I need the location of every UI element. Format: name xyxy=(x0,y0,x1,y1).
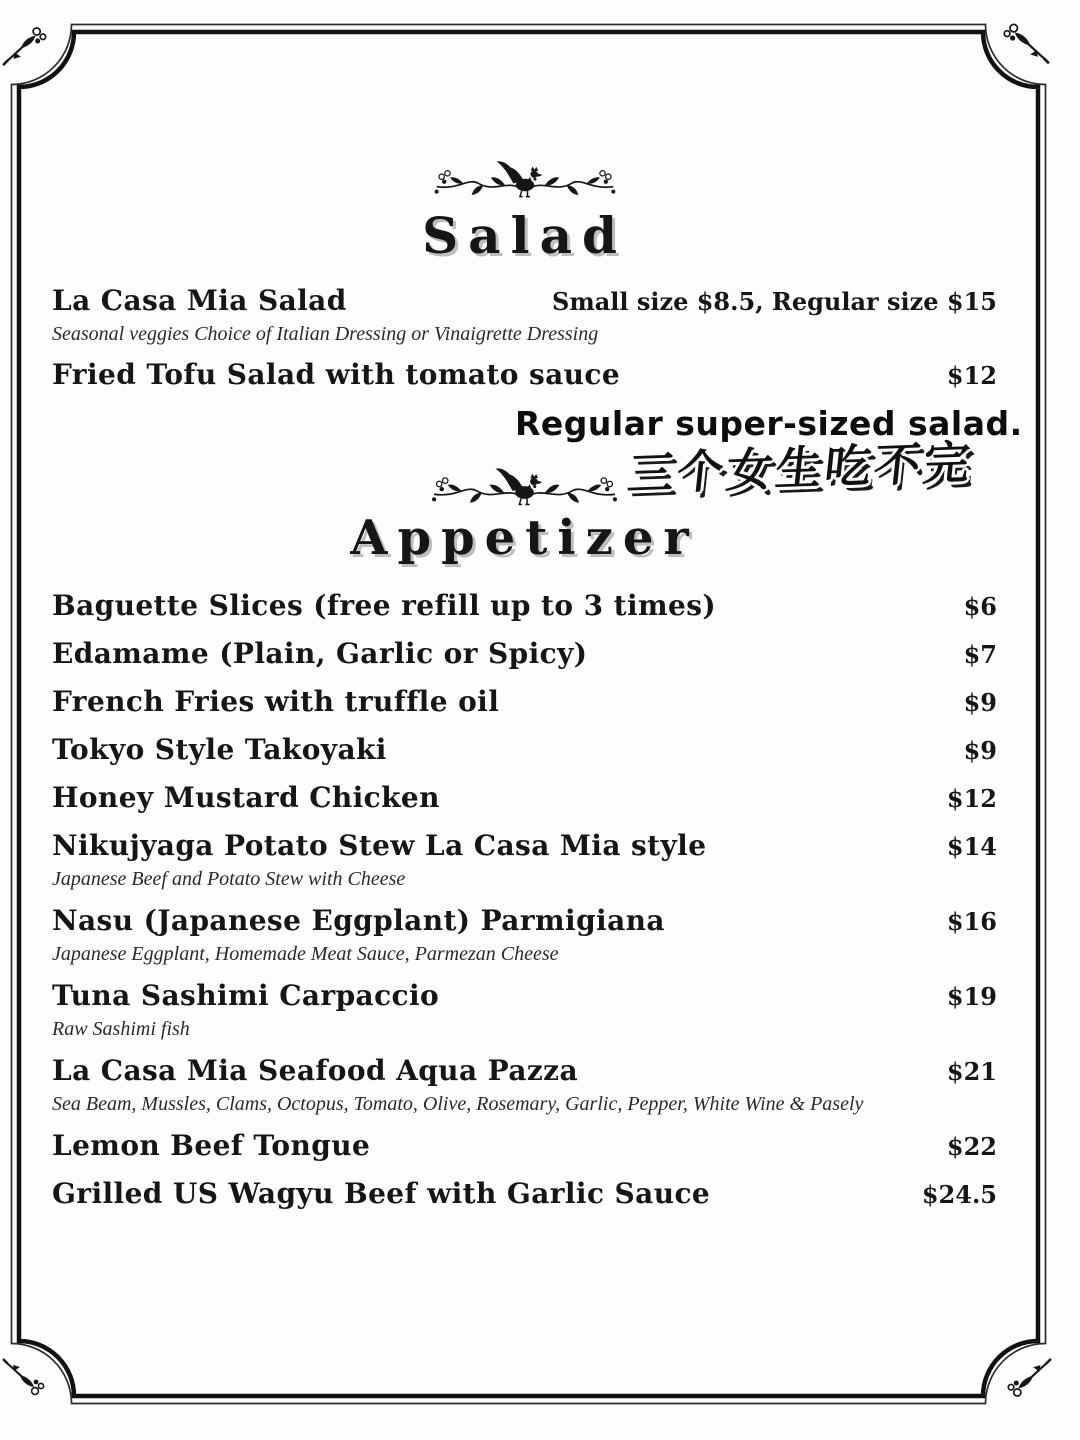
menu-item-price: $22 xyxy=(946,1132,997,1161)
rooster-floral-branch-icon xyxy=(425,138,625,212)
menu-item-price: $19 xyxy=(946,982,997,1011)
menu-item-row xyxy=(52,1129,997,1164)
overlay-note-english: Regular super-sized salad. xyxy=(515,404,1023,443)
menu-item-price: $9 xyxy=(963,688,997,717)
menu-item-name: La Casa Mia Seafood Aqua Pazza xyxy=(52,1054,579,1087)
menu-item-name: Lemon Beef Tongue xyxy=(52,1129,371,1162)
menu-item-name: Baguette Slices (free refill up to 3 times) xyxy=(52,589,717,622)
menu-item-name: Nikujyaga Potato Stew La Casa Mia style xyxy=(52,829,707,862)
menu-item-row xyxy=(52,904,997,966)
floral-sprig-icon xyxy=(1008,1359,1051,1396)
menu-item-price: $12 xyxy=(946,361,997,390)
section-title-salad: Salad xyxy=(422,206,627,265)
menu-item-description: Sea Beam, Mussles, Clams, Octopus, Tomato, Olive, Rosemary, Garlic, Pepper, White Wine & Pasely xyxy=(52,1093,864,1115)
appetizer-item-list xyxy=(52,589,997,1212)
menu-item-price: $16 xyxy=(946,907,997,936)
menu-item-row xyxy=(52,733,997,768)
rooster-floral-branch-icon xyxy=(422,455,627,513)
menu-content xyxy=(52,0,997,1225)
menu-item-description: Raw Sashimi fish xyxy=(52,1018,190,1040)
menu-item-row xyxy=(52,979,997,1041)
menu-item-description: Japanese Beef and Potato Stew with Cheese xyxy=(52,868,406,890)
menu-item-name: Honey Mustard Chicken xyxy=(52,781,440,814)
menu-item-row xyxy=(52,589,997,624)
menu-item-price: $21 xyxy=(946,1057,997,1086)
menu-item-name: Fried Tofu Salad with tomato sauce xyxy=(52,358,621,391)
salad-item-list xyxy=(52,284,997,393)
menu-item-row xyxy=(52,685,997,720)
menu-item-description: Seasonal veggies Choice of Italian Dressing or Vinaigrette Dressing xyxy=(52,323,599,345)
menu-item-price: $24.5 xyxy=(921,1180,997,1209)
menu-item-name: Tokyo Style Takoyaki xyxy=(52,733,387,766)
menu-item-row xyxy=(52,1177,997,1212)
floral-sprig-icon xyxy=(3,28,46,65)
floral-sprig-icon xyxy=(1004,24,1049,63)
menu-item-name: La Casa Mia Salad xyxy=(52,284,347,317)
menu-item-price: $12 xyxy=(946,784,997,813)
menu-item-row xyxy=(52,1054,997,1116)
menu-item-description: Japanese Eggplant, Homemade Meat Sauce, Parmezan Cheese xyxy=(52,943,559,965)
overlay-note-chinese: 三个女生吃不完 xyxy=(625,435,976,501)
floral-sprig-icon xyxy=(3,1359,44,1394)
menu-item-row xyxy=(52,358,997,393)
menu-item-name: Edamame (Plain, Garlic or Spicy) xyxy=(52,637,588,670)
menu-item-name: Tuna Sashimi Carpaccio xyxy=(52,979,440,1012)
menu-item-row xyxy=(52,781,997,816)
menu-item-price: Small size $8.5, Regular size $15 xyxy=(551,287,997,316)
menu-item-price: $14 xyxy=(946,832,997,861)
menu-item-price: $7 xyxy=(963,640,997,669)
menu-item-price: $6 xyxy=(963,592,997,621)
menu-item-price: $9 xyxy=(963,736,997,765)
menu-item-row xyxy=(52,284,997,346)
menu-item-row xyxy=(52,829,997,891)
menu-item-name: Grilled US Wagyu Beef with Garlic Sauce xyxy=(52,1177,711,1210)
menu-item-row xyxy=(52,637,997,672)
menu-item-name: French Fries with truffle oil xyxy=(52,685,500,718)
menu-item-name: Nasu (Japanese Eggplant) Parmigiana xyxy=(52,904,665,937)
section-title-appetizer: Appetizer xyxy=(350,510,699,566)
